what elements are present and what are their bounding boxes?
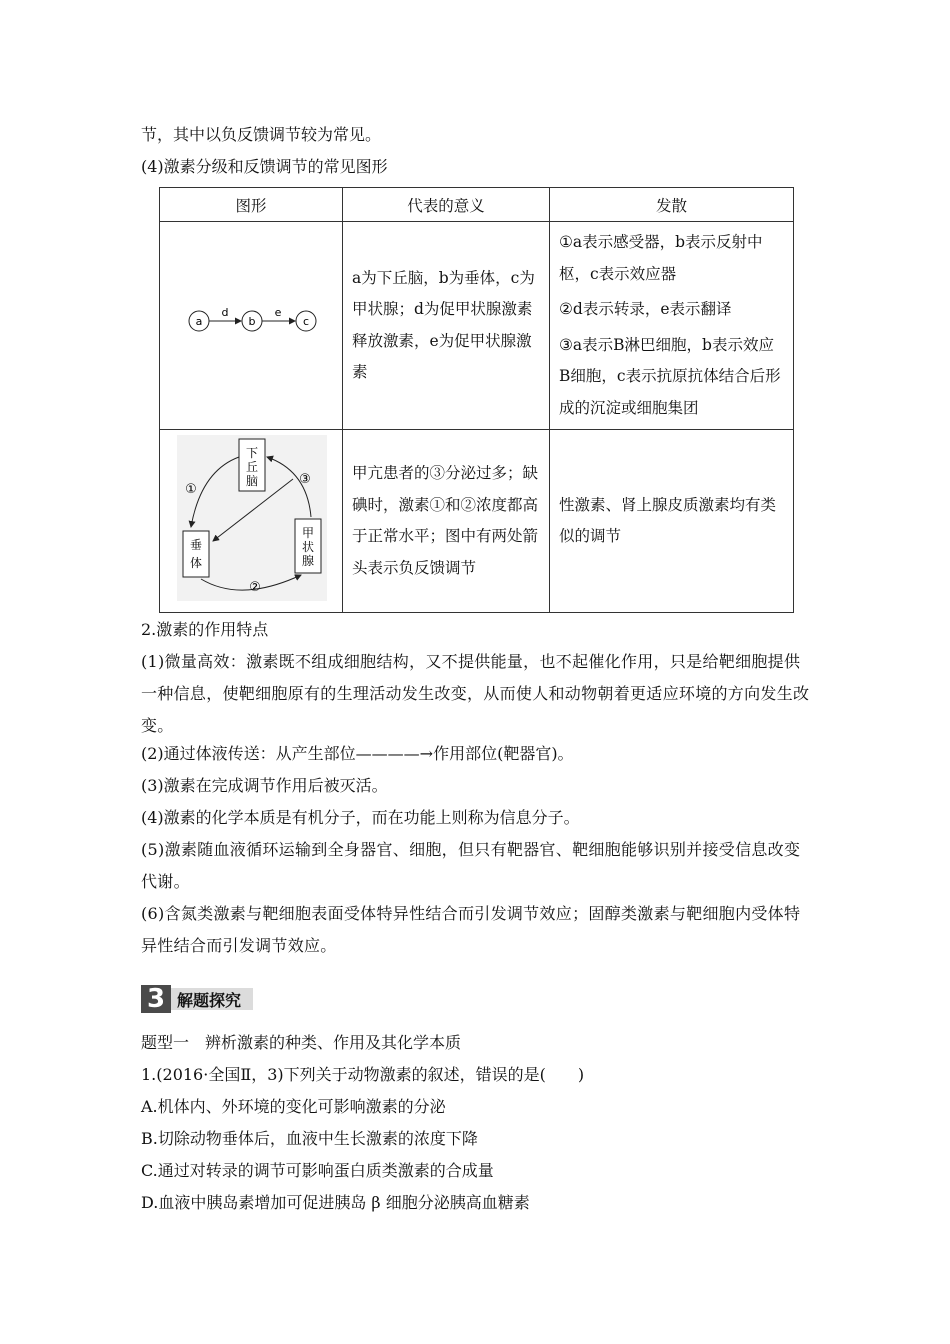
thyroid-char-2: 状	[301, 540, 315, 554]
row2-meaning: 甲亢患者的③分泌过多；缺碘时，激素①和②浓度都高于正常水平；图中有两处箭头表示负反馈调节	[352, 464, 539, 577]
section2-p4: (4)激素的化学本质是有机分子，而在功能上则称为信息分子。	[141, 808, 580, 827]
header-figure: 图形	[160, 188, 343, 222]
linear-pathway-diagram	[161, 228, 341, 420]
section3-title: 解题探究	[171, 988, 253, 1010]
section2-title: 2.激素的作用特点	[141, 620, 269, 639]
option-a: A.机体内、外环境的变化可影响激素的分泌	[141, 1097, 446, 1116]
thyroid-char-1: 甲	[301, 526, 315, 540]
section3-header	[141, 985, 253, 1013]
option-b: B.切除动物垂体后，血液中生长激素的浓度下降	[141, 1129, 478, 1148]
row2-extension-cell	[550, 430, 794, 613]
feedback-diagram-cell	[160, 430, 343, 613]
hormone-regulation-table	[159, 187, 794, 613]
thyroid-char-3: 腺	[301, 554, 315, 568]
intro-line-1: 节，其中以负反馈调节较为常见。	[141, 125, 382, 144]
row1-meaning: a为下丘脑，b为垂体，c为甲状腺；d为促甲状腺激素释放激素，e为促甲状腺激素	[352, 268, 535, 381]
intro-line-2: (4)激素分级和反馈调节的常见图形	[141, 157, 388, 176]
label-1: ①	[185, 482, 197, 497]
option-d: D.血液中胰岛素增加可促进胰岛 β 细胞分泌胰高血糖素	[141, 1193, 530, 1212]
section2-p1: (1)微量高效：激素既不组成细胞结构，又不提供能量，也不起催化作用，只是给靶细胞提供一种信息，使靶细胞原有的生理活动发生改变，从而使人和动物朝着更适应环境的方向发生改变。	[141, 652, 810, 735]
table-header-row	[160, 188, 794, 222]
option-c: C.通过对转录的调节可影响蛋白质类激素的合成量	[141, 1161, 494, 1180]
section2-p2: (2)通过体液传送：从产生部位————→作用部位(靶器官)。	[141, 744, 574, 763]
question-stem: 1.(2016·全国Ⅱ，3)下列关于动物激素的叙述，错误的是( )	[141, 1065, 585, 1084]
label-2: ②	[249, 580, 261, 595]
node-c-label: c	[302, 314, 310, 328]
edge-d-label: d	[221, 305, 229, 319]
hypothalamus-char-3: 脑	[245, 474, 259, 488]
edge-e-label: e	[274, 305, 282, 319]
section3-number: 3	[141, 985, 171, 1013]
linear-diagram-cell	[160, 222, 343, 430]
pituitary-char-2: 体	[189, 556, 203, 570]
row2-extension: 性激素、肾上腺皮质激素均有类似的调节	[559, 495, 777, 545]
hypothalamus-char-2: 丘	[245, 460, 259, 474]
hypothalamus-char-1: 下	[245, 446, 259, 460]
section2-p5: (5)激素随血液循环运输到全身器官、细胞，但只有靶器官、靶细胞能够识别并接受信息改变代谢。	[141, 840, 801, 891]
section2-p6: (6)含氮类激素与靶细胞表面受体特异性结合而引发调节效应；固醇类激素与靶细胞内受体特异性结合而引发调节效应。	[141, 904, 801, 955]
node-a-label: a	[195, 314, 203, 328]
pituitary-char-1: 垂	[189, 538, 203, 552]
table-row	[160, 430, 794, 613]
question-type-line: 题型一 辨析激素的种类、作用及其化学本质	[141, 1033, 462, 1052]
node-b-label: b	[248, 314, 256, 328]
label-3: ③	[299, 472, 311, 487]
row1-extension-cell	[550, 222, 794, 430]
section2-p3: (3)激素在完成调节作用后被灭活。	[141, 776, 388, 795]
header-extension: 发散	[550, 188, 794, 222]
row1-extension-2: ②d表示转录，e表示翻译	[559, 300, 732, 318]
feedback-loop-diagram	[161, 431, 341, 607]
row1-extension-3: ③a表示B淋巴细胞，b表示效应B细胞，c表示抗原抗体结合后形成的沉淀或细胞集团	[559, 335, 781, 417]
table-row	[160, 222, 794, 430]
row1-extension-1: ①a表示感受器，b表示反射中枢，c表示效应器	[559, 233, 763, 283]
row2-meaning-cell	[343, 430, 550, 613]
row1-meaning-cell	[343, 222, 550, 430]
header-meaning: 代表的意义	[343, 188, 550, 222]
